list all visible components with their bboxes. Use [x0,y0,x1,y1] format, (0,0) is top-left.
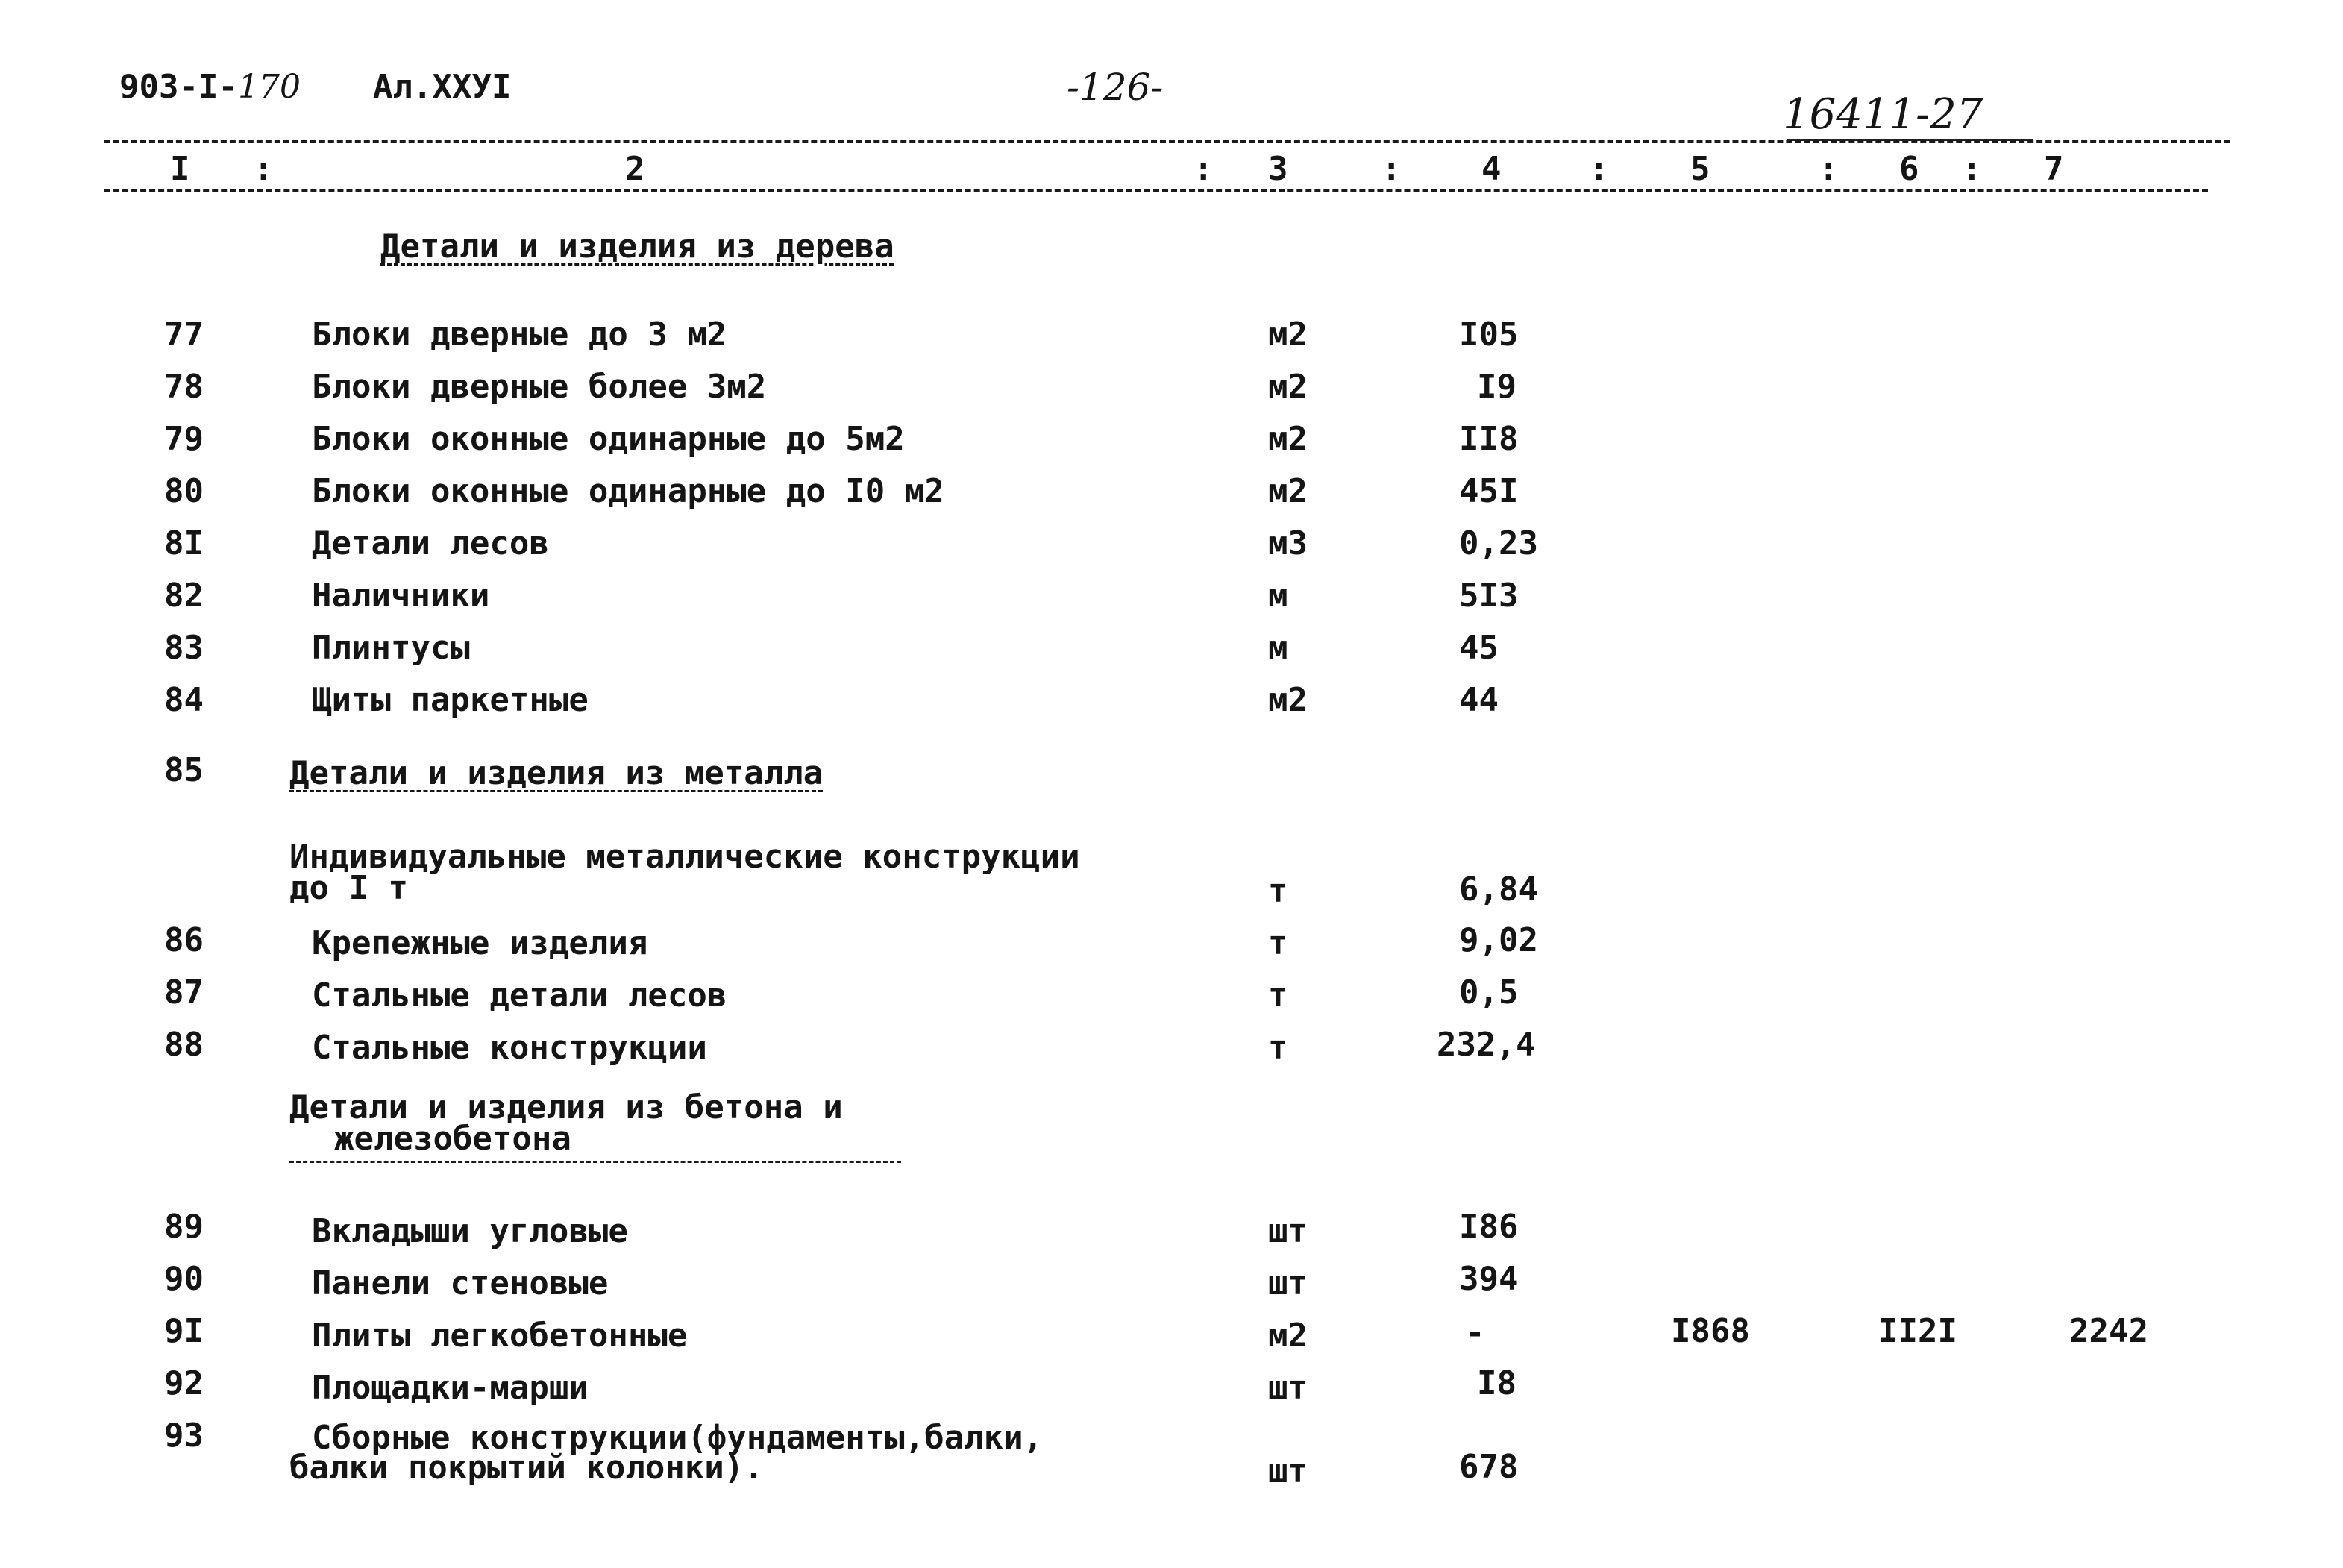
row-quantity: 9,02 [1459,921,1538,959]
row-number: 89 [164,1208,204,1246]
row-unit: т [1268,976,1288,1015]
row-unit: м [1268,629,1288,667]
row-quantity: 45 [1459,629,1499,667]
row-number: 78 [164,368,204,406]
row-name: Вкладыши угловые [312,1212,628,1250]
column-separator: : [1962,150,1982,188]
row-name: Панели стеновые [312,1264,609,1302]
column-separator: : [1819,150,1839,188]
row-quantity: 6,84 [1459,871,1538,909]
row-col5-value: I868 [1671,1312,1750,1350]
page-number: -126- [1067,66,1164,109]
row-number: 85 [164,751,204,789]
column-separator: : [254,150,274,188]
row-number: 90 [164,1260,204,1298]
section-heading-concrete-line1: Детали и изделия из бетона и [289,1088,843,1126]
document-code-prefix: 903-I- [119,68,238,106]
row-unit: т [1268,872,1288,910]
column-header-4: 4 [1481,150,1502,188]
row-quantity: - [1465,1314,1485,1352]
row-name: Детали лесов [312,524,549,562]
row-name-line2: балки покрытий колонки). [289,1449,764,1487]
document-code-handwritten: 170 [237,68,301,106]
row-name: Блоки дверные до 3 м2 [312,316,727,354]
row-number: 8I [164,524,204,562]
row-quantity: I86 [1459,1208,1519,1246]
column-header-1: I [170,150,190,188]
row-unit: м3 [1268,524,1308,562]
row-name: Стальные конструкции [312,1029,707,1067]
column-header-5: 5 [1690,150,1710,188]
row-unit: шт [1268,1264,1308,1302]
metal-subheading-line2: до I т [289,869,408,907]
row-quantity: 5I3 [1459,577,1519,615]
row-quantity: 678 [1459,1448,1519,1486]
row-name: Щиты паркетные [312,681,589,719]
row-name: Плиты легкобетонные [312,1317,688,1355]
row-quantity: I05 [1459,316,1519,354]
row-quantity: 44 [1459,681,1499,719]
row-quantity: II8 [1459,420,1519,458]
row-quantity: 45I [1459,472,1519,510]
section-heading-concrete-line2: железобетона [334,1120,571,1158]
row-number: 86 [164,921,204,959]
table-header-rule [104,189,2208,192]
row-number: 9I [164,1312,204,1350]
row-unit: шт [1268,1212,1308,1250]
row-unit: т [1268,924,1288,962]
row-number: 83 [164,629,204,667]
row-name: Блоки оконные одинарные до 5м2 [312,420,905,458]
row-unit: м2 [1268,420,1308,458]
row-number: 87 [164,973,204,1012]
row-quantity: I8 [1477,1364,1516,1402]
row-number: 84 [164,681,204,719]
row-quantity: I9 [1477,368,1516,406]
row-name: Плинтусы [312,629,470,667]
row-number: 77 [164,316,204,354]
row-quantity: 232,4 [1437,1026,1536,1064]
row-unit: м2 [1268,1317,1308,1355]
row-number: 80 [164,472,204,510]
archive-stamp-number: 16411-27 [1783,90,1983,139]
document-code [119,69,301,106]
row-unit: м2 [1268,681,1308,719]
row-name: Блоки оконные одинарные до I0 м2 [312,472,944,510]
row-number: 93 [164,1417,204,1455]
table-top-rule [104,140,2230,143]
row-name: Стальные детали лесов [312,976,727,1015]
column-header-3: 3 [1268,150,1288,188]
row-quantity: 0,5 [1459,973,1519,1012]
row-col7-value: 2242 [2069,1312,2148,1350]
row-name: Наличники [312,577,490,615]
metal-subheading-line1: Индивидуальные металлические конструкции [289,838,1080,876]
column-header-7: 7 [2044,150,2064,188]
row-unit: шт [1268,1369,1308,1407]
row-number: 79 [164,420,204,458]
row-quantity: 0,23 [1459,524,1538,562]
column-header-6: 6 [1899,150,1919,188]
row-unit: м2 [1268,316,1308,354]
row-number: 92 [164,1364,204,1402]
column-header-2: 2 [625,150,645,188]
row-name: Крепежные изделия [312,924,648,962]
section-heading-metal: Детали и изделия из металла [289,754,824,792]
row-name-line1: Сборные конструкции(фундаменты,балки, [312,1419,1044,1457]
section-heading-wood: Детали и изделия из дерева [380,228,894,266]
row-number: 82 [164,577,204,615]
row-name: Площадки-марши [312,1369,589,1407]
column-separator: : [1589,150,1609,188]
row-unit: шт [1268,1452,1308,1490]
album-label: Ал.XXУI [373,68,512,106]
row-unit: м2 [1268,472,1308,510]
row-unit: м [1268,577,1288,615]
row-unit: м2 [1268,368,1308,406]
row-quantity: 394 [1459,1260,1519,1298]
row-number: 88 [164,1026,204,1064]
row-name: Блоки дверные более 3м2 [312,368,767,406]
column-separator: : [1194,150,1214,188]
row-unit: т [1268,1029,1288,1067]
column-separator: : [1381,150,1402,188]
concrete-heading-underline [289,1161,901,1163]
row-col6-value: II2I [1878,1312,1957,1350]
